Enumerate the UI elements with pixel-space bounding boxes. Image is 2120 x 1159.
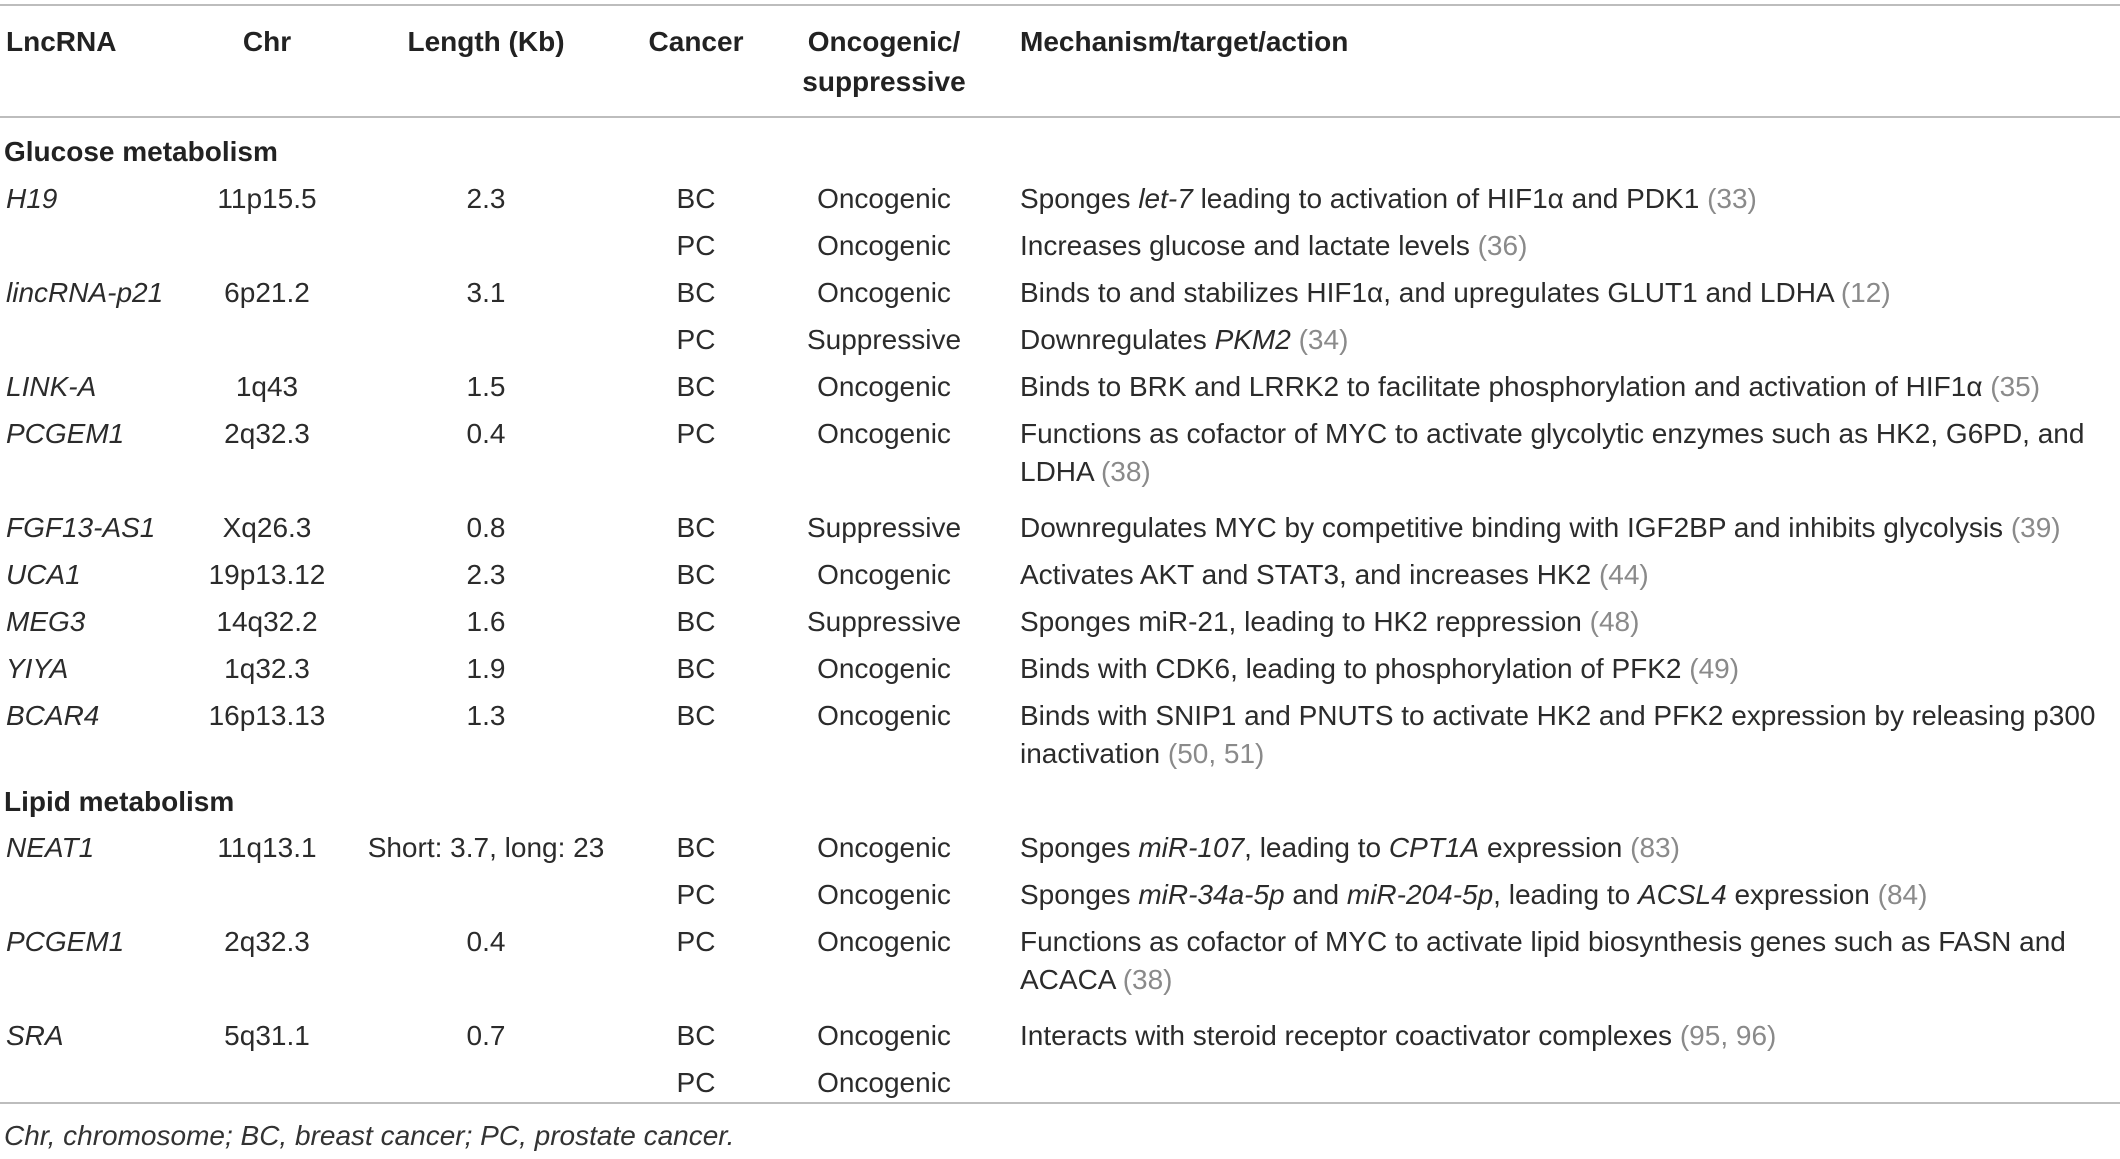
cell-oncogenic: Oncogenic (817, 879, 951, 910)
citation-ref: (39) (2010, 512, 2061, 543)
cell-mechanism (1020, 321, 2116, 359)
header-chr: Chr (242, 26, 292, 57)
gene-name-italic: miR-204-5p (1346, 879, 1494, 910)
top-rule (0, 4, 2120, 6)
mechanism-text: Sponges (1020, 879, 1139, 910)
mechanism-text: Binds to and stabilizes HIF1α, and upregulates GLUT1 and LDHA (1020, 277, 1841, 308)
cell-cancer: BC (676, 277, 716, 308)
citation-ref: (48) (1589, 606, 1640, 637)
citation-ref: (49) (1689, 653, 1740, 684)
mechanism-text: Increases glucose and lactate levels (1020, 230, 1478, 261)
cell-oncogenic: Oncogenic (817, 371, 951, 402)
cell-mechanism (1020, 876, 2116, 914)
cell-lncrna: PCGEM1 (6, 926, 125, 957)
cell-length: 3.1 (466, 277, 506, 308)
citation-ref: (38) (1122, 964, 1173, 995)
mechanism-text: Interacts with steroid receptor coactivator complexes (1020, 1020, 1680, 1051)
mechanism-text: Downregulates (1020, 324, 1215, 355)
cell-cancer: BC (676, 653, 716, 684)
cell-oncogenic: Oncogenic (817, 700, 951, 731)
mechanism-text: Sponges (1020, 832, 1139, 863)
citation-ref: (38) (1100, 456, 1151, 487)
cell-mechanism (1020, 180, 2116, 218)
cell-length: 0.4 (466, 926, 506, 957)
cell-lncrna: YIYA (6, 653, 69, 684)
cell-cancer: PC (676, 324, 716, 355)
header-cancer: Cancer (648, 26, 744, 57)
cell-oncogenic: Oncogenic (817, 559, 951, 590)
header-rule (0, 116, 2120, 118)
header-oncogenic-line2: suppressive (802, 66, 966, 97)
cell-cancer: BC (676, 559, 716, 590)
cell-cancer: PC (676, 879, 716, 910)
cell-oncogenic: Oncogenic (817, 1067, 951, 1098)
cell-chr: 11p15.5 (217, 183, 317, 214)
cell-chr: 2q32.3 (224, 418, 310, 449)
citation-ref: (50, 51) (1167, 738, 1265, 769)
cell-length: 1.6 (466, 606, 506, 637)
cell-lncrna: LINK-A (6, 371, 97, 402)
cell-cancer: PC (676, 926, 716, 957)
mechanism-text: Binds to BRK and LRRK2 to facilitate phosphorylation and activation of HIF1α (1020, 371, 1991, 402)
cell-oncogenic: Oncogenic (817, 277, 951, 308)
citation-ref: (12) (1840, 277, 1891, 308)
cell-oncogenic: Oncogenic (817, 926, 951, 957)
cell-length: Short: 3.7, long: 23 (367, 832, 605, 863)
cell-mechanism (1020, 368, 2116, 406)
citation-ref: (33) (1707, 183, 1757, 214)
mechanism-text: Sponges (1020, 183, 1139, 214)
cell-length: 1.3 (466, 700, 506, 731)
header-oncogenic-suppressive (772, 22, 996, 102)
cell-length: 2.3 (466, 183, 506, 214)
cell-chr: 5q31.1 (224, 1020, 310, 1051)
section-lipid-metabolism: Lipid metabolism (4, 786, 235, 817)
bottom-rule (0, 1102, 2120, 1104)
cell-oncogenic: Oncogenic (817, 1020, 951, 1051)
cell-cancer: PC (676, 230, 716, 261)
cell-lncrna: FGF13-AS1 (6, 512, 156, 543)
citation-ref: (83) (1630, 832, 1680, 863)
cell-cancer: PC (676, 418, 716, 449)
header-oncogenic-line1: Oncogenic/ (807, 26, 961, 57)
header-length: Length (Kb) (407, 26, 565, 57)
cell-cancer: BC (676, 832, 716, 863)
cell-chr: 19p13.12 (208, 559, 326, 590)
cell-oncogenic: Oncogenic (817, 418, 951, 449)
cell-oncogenic: Oncogenic (817, 230, 951, 261)
cell-chr: 2q32.3 (224, 926, 310, 957)
cell-chr: Xq26.3 (222, 512, 312, 543)
cell-oncogenic: Suppressive (806, 606, 962, 637)
cell-cancer: BC (676, 371, 716, 402)
mechanism-text: and (1284, 879, 1347, 910)
mechanism-text: Functions as cofactor of MYC to activate glycolytic enzymes such as HK2, G6PD, and LDHA (1020, 418, 2085, 487)
cell-lncrna: lincRNA-p21 (6, 277, 164, 308)
cell-chr: 6p21.2 (224, 277, 310, 308)
gene-name-italic: ACSL4 (1637, 879, 1727, 910)
gene-name-italic: CPT1A (1388, 832, 1480, 863)
gene-name-italic: miR-107 (1138, 832, 1245, 863)
citation-ref: (84) (1877, 879, 1928, 910)
mechanism-text: Activates AKT and STAT3, and increases HK2 (1020, 559, 1599, 590)
cell-lncrna: BCAR4 (6, 700, 100, 731)
cell-chr: 14q32.2 (216, 606, 318, 637)
cell-chr: 16p13.13 (208, 700, 326, 731)
cell-lncrna: NEAT1 (6, 832, 95, 863)
mechanism-text: , leading to (1244, 832, 1389, 863)
cell-mechanism (1020, 650, 2116, 688)
cell-cancer: BC (676, 700, 716, 731)
citation-ref: (95, 96) (1679, 1020, 1777, 1051)
cell-cancer: BC (676, 606, 716, 637)
cell-mechanism (1020, 603, 2116, 641)
cell-cancer: BC (676, 1020, 716, 1051)
mechanism-text: Binds with SNIP1 and PNUTS to activate HK2 and PFK2 expression by releasing p300 inactivation (1020, 700, 2096, 769)
cell-cancer: PC (676, 1067, 716, 1098)
section-glucose-metabolism: Glucose metabolism (4, 136, 278, 167)
table-footnote: Chr, chromosome; BC, breast cancer; PC, prostate cancer. (4, 1120, 735, 1151)
cell-mechanism (1020, 415, 2116, 491)
cell-chr: 11q13.1 (217, 832, 317, 863)
mechanism-text: leading to activation of HIF1α and PDK1 (1192, 183, 1708, 214)
cell-cancer: BC (676, 512, 716, 543)
cell-lncrna: PCGEM1 (6, 418, 125, 449)
cell-chr: 1q43 (235, 371, 299, 402)
gene-name-italic: let-7 (1138, 183, 1193, 214)
cell-lncrna: SRA (6, 1020, 64, 1051)
cell-mechanism (1020, 556, 2116, 594)
cell-oncogenic: Suppressive (806, 512, 962, 543)
cell-mechanism (1020, 829, 2116, 867)
mechanism-text: expression (1726, 879, 1878, 910)
header-mechanism: Mechanism/target/action (1020, 26, 1349, 57)
cell-length: 1.5 (466, 371, 506, 402)
cell-length: 0.7 (466, 1020, 506, 1051)
cell-mechanism (1020, 1017, 2116, 1055)
mechanism-text (1291, 324, 1299, 355)
header-lncrna: LncRNA (6, 26, 117, 57)
gene-name-italic: PKM2 (1214, 324, 1291, 355)
mechanism-text: , leading to (1493, 879, 1638, 910)
cell-length: 0.8 (466, 512, 506, 543)
citation-ref: (35) (1990, 371, 2041, 402)
citation-ref: (34) (1298, 324, 1349, 355)
cell-cancer: BC (676, 183, 716, 214)
cell-mechanism (1020, 923, 2116, 999)
cell-oncogenic: Oncogenic (817, 653, 951, 684)
cell-mechanism (1020, 227, 2116, 265)
cell-oncogenic: Suppressive (806, 324, 962, 355)
gene-name-italic: miR-34a-5p (1138, 879, 1285, 910)
citation-ref: (44) (1598, 559, 1649, 590)
cell-oncogenic: Oncogenic (817, 832, 951, 863)
cell-length: 0.4 (466, 418, 506, 449)
cell-mechanism (1020, 697, 2116, 773)
mechanism-text: Binds with CDK6, leading to phosphorylation of PFK2 (1020, 653, 1690, 684)
mechanism-text: Sponges miR-21, leading to HK2 reppression (1020, 606, 1590, 637)
cell-length: 2.3 (466, 559, 506, 590)
citation-ref: (36) (1477, 230, 1528, 261)
mechanism-text: Functions as cofactor of MYC to activate lipid biosynthesis genes such as FASN and ACACA (1020, 926, 2066, 995)
cell-lncrna: UCA1 (6, 559, 81, 590)
cell-lncrna: H19 (6, 183, 58, 214)
cell-mechanism (1020, 509, 2116, 547)
mechanism-text: expression (1479, 832, 1631, 863)
cell-lncrna: MEG3 (6, 606, 86, 637)
mechanism-text: Downregulates MYC by competitive binding with IGF2BP and inhibits glycolysis (1020, 512, 2011, 543)
cell-mechanism (1020, 274, 2116, 312)
cell-oncogenic: Oncogenic (817, 183, 951, 214)
cell-chr: 1q32.3 (224, 653, 310, 684)
cell-length: 1.9 (466, 653, 506, 684)
